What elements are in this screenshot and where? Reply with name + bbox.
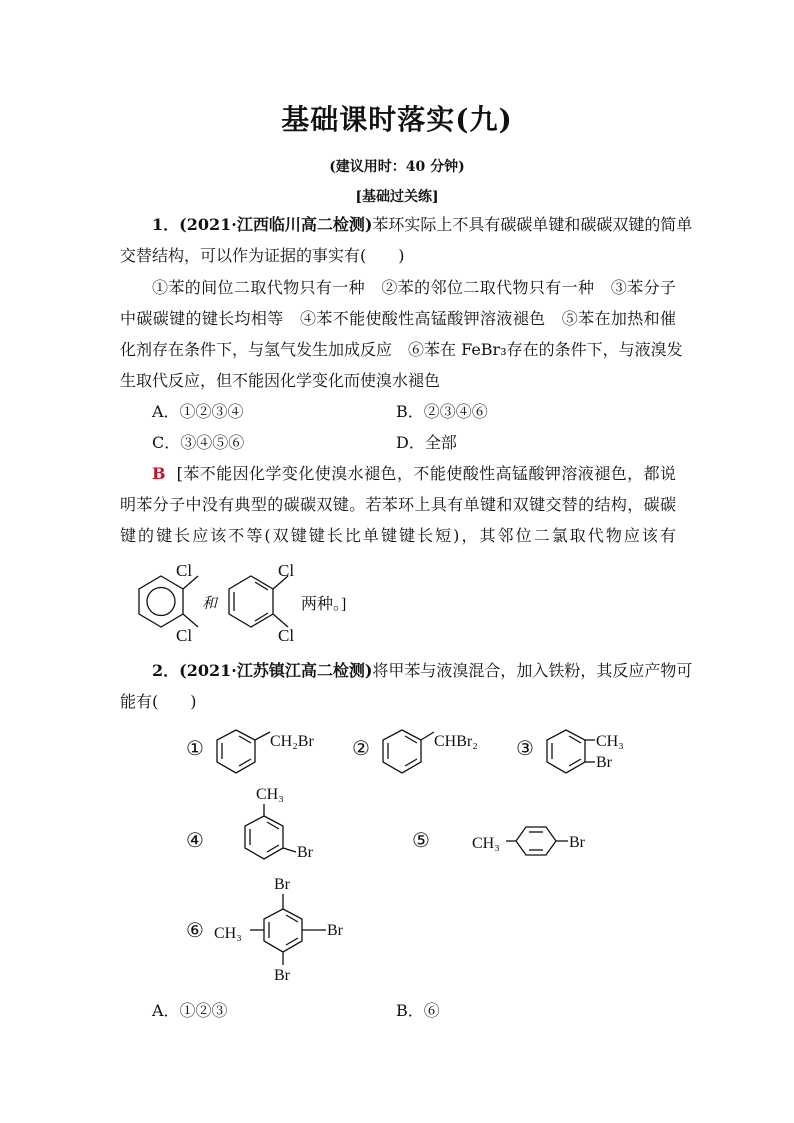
molecule-1-mark: ① (186, 736, 204, 760)
q1-explanation-line3: 键的键长应该不等(双键键长比单键键长短)，其邻位二氯取代物应该有 (120, 526, 676, 545)
molecule-4-mark: ④ (186, 828, 204, 852)
br-label: Br (596, 754, 612, 771)
br-label: Br (569, 834, 585, 851)
ch2br-label: CH₂Br (270, 733, 314, 750)
q1-explanation-line1: B [苯不能因化学变化使溴水褪色，不能使酸性高锰酸钾溶液褪色，都说 (152, 464, 677, 483)
q1-stem-text: 苯环实际上不具有碳碳单键和碳碳双键的简单 (372, 215, 693, 234)
molecule-2-benzal-bromide (376, 722, 506, 778)
q1-option-a: A．①②③④ (152, 402, 244, 421)
molecule-6-mark: ⑥ (186, 918, 204, 942)
q1-option-b: B．②③④⑥ (396, 402, 488, 421)
cl-label: Cl (176, 561, 193, 580)
dichlorobenzene-structures (118, 556, 428, 648)
q1-explanation-line2: 明苯分子中没有典型的碳碳双键。若苯环上具有单键和双键交替的结构，碳碳 (120, 495, 676, 514)
and-label: 和 (202, 596, 218, 612)
q1-stem-line1 (152, 213, 693, 237)
q1-option-c: C．③④⑤⑥ (152, 433, 245, 452)
ch3-label: CH₃ (596, 733, 624, 750)
cl-label: Cl (176, 626, 193, 645)
q1-source: (2021·江西临川高二检测) (179, 215, 373, 234)
q2-stem-line1 (152, 659, 693, 683)
q1-stem-line2: 交替结构，可以作为证据的事实有( ) (120, 246, 405, 265)
q1-facts-line4: 生取代反应，但不能因化学变化而使溴水褪色 (120, 371, 441, 390)
cl-label: Cl (278, 626, 295, 645)
q1-facts-line3: 化剂存在条件下，与氢气发生加成反应 ⑥苯在 FeBr₃存在的条件下，与液溴发 (120, 340, 683, 359)
q1-number: 1． (152, 215, 180, 234)
ch3-label: CH₃ (214, 925, 242, 942)
ch3-label: CH₃ (256, 786, 284, 803)
q2-stem-text: 将甲苯与液溴混合，加入铁粉，其反应产物可 (372, 661, 693, 680)
benzene-ring-1 (139, 576, 183, 627)
aromatic-circle (147, 588, 175, 616)
br-label: Br (297, 844, 313, 861)
q2-number: 2． (152, 661, 180, 680)
q2-source: (2021·江苏镇江高二检测) (179, 661, 373, 680)
section-heading: [基础过关练] (355, 189, 439, 205)
time-hint: (建议用时：40 分钟) (329, 159, 465, 175)
q2-option-b: B．⑥ (396, 1001, 440, 1020)
cl-label: Cl (278, 561, 295, 580)
chbr2-label: CHBr₂ (434, 733, 478, 750)
molecule-2-mark: ② (352, 736, 370, 760)
molecule-3-bromotoluene-kekule (540, 722, 650, 778)
molecule-6-tribromotoluene (214, 872, 364, 987)
q1-facts-line1: ①苯的间位二取代物只有一种 ②苯的邻位二取代物只有一种 ③苯分子 (152, 278, 676, 297)
page-title: 基础课时落实(九) (281, 103, 513, 136)
molecule-3-mark: ③ (516, 736, 534, 760)
q1-answer: B (152, 464, 166, 483)
q1-option-d: D．全部 (396, 433, 457, 452)
ch3-label: CH₃ (472, 835, 500, 852)
br-label: Br (274, 967, 290, 984)
br-label: Br (327, 922, 343, 939)
q2-stem-line2: 能有( ) (120, 692, 197, 711)
molecule-4-meta-bromotoluene (236, 780, 336, 866)
br-label: Br (274, 876, 290, 893)
benzene-ring-2 (229, 576, 273, 627)
molecule-5-mark: ⑤ (412, 828, 430, 852)
q1-facts-line2: 中碳碳键的键长均相等 ④苯不能使酸性高锰酸钾溶液褪色 ⑤苯在加热和催 (120, 309, 676, 328)
two-kinds-text: 两种。] (301, 596, 347, 613)
q2-option-a: A．①②③ (152, 1001, 228, 1020)
molecule-1-benzyl-bromide (210, 722, 340, 778)
molecule-5-para-bromotoluene (470, 816, 610, 866)
